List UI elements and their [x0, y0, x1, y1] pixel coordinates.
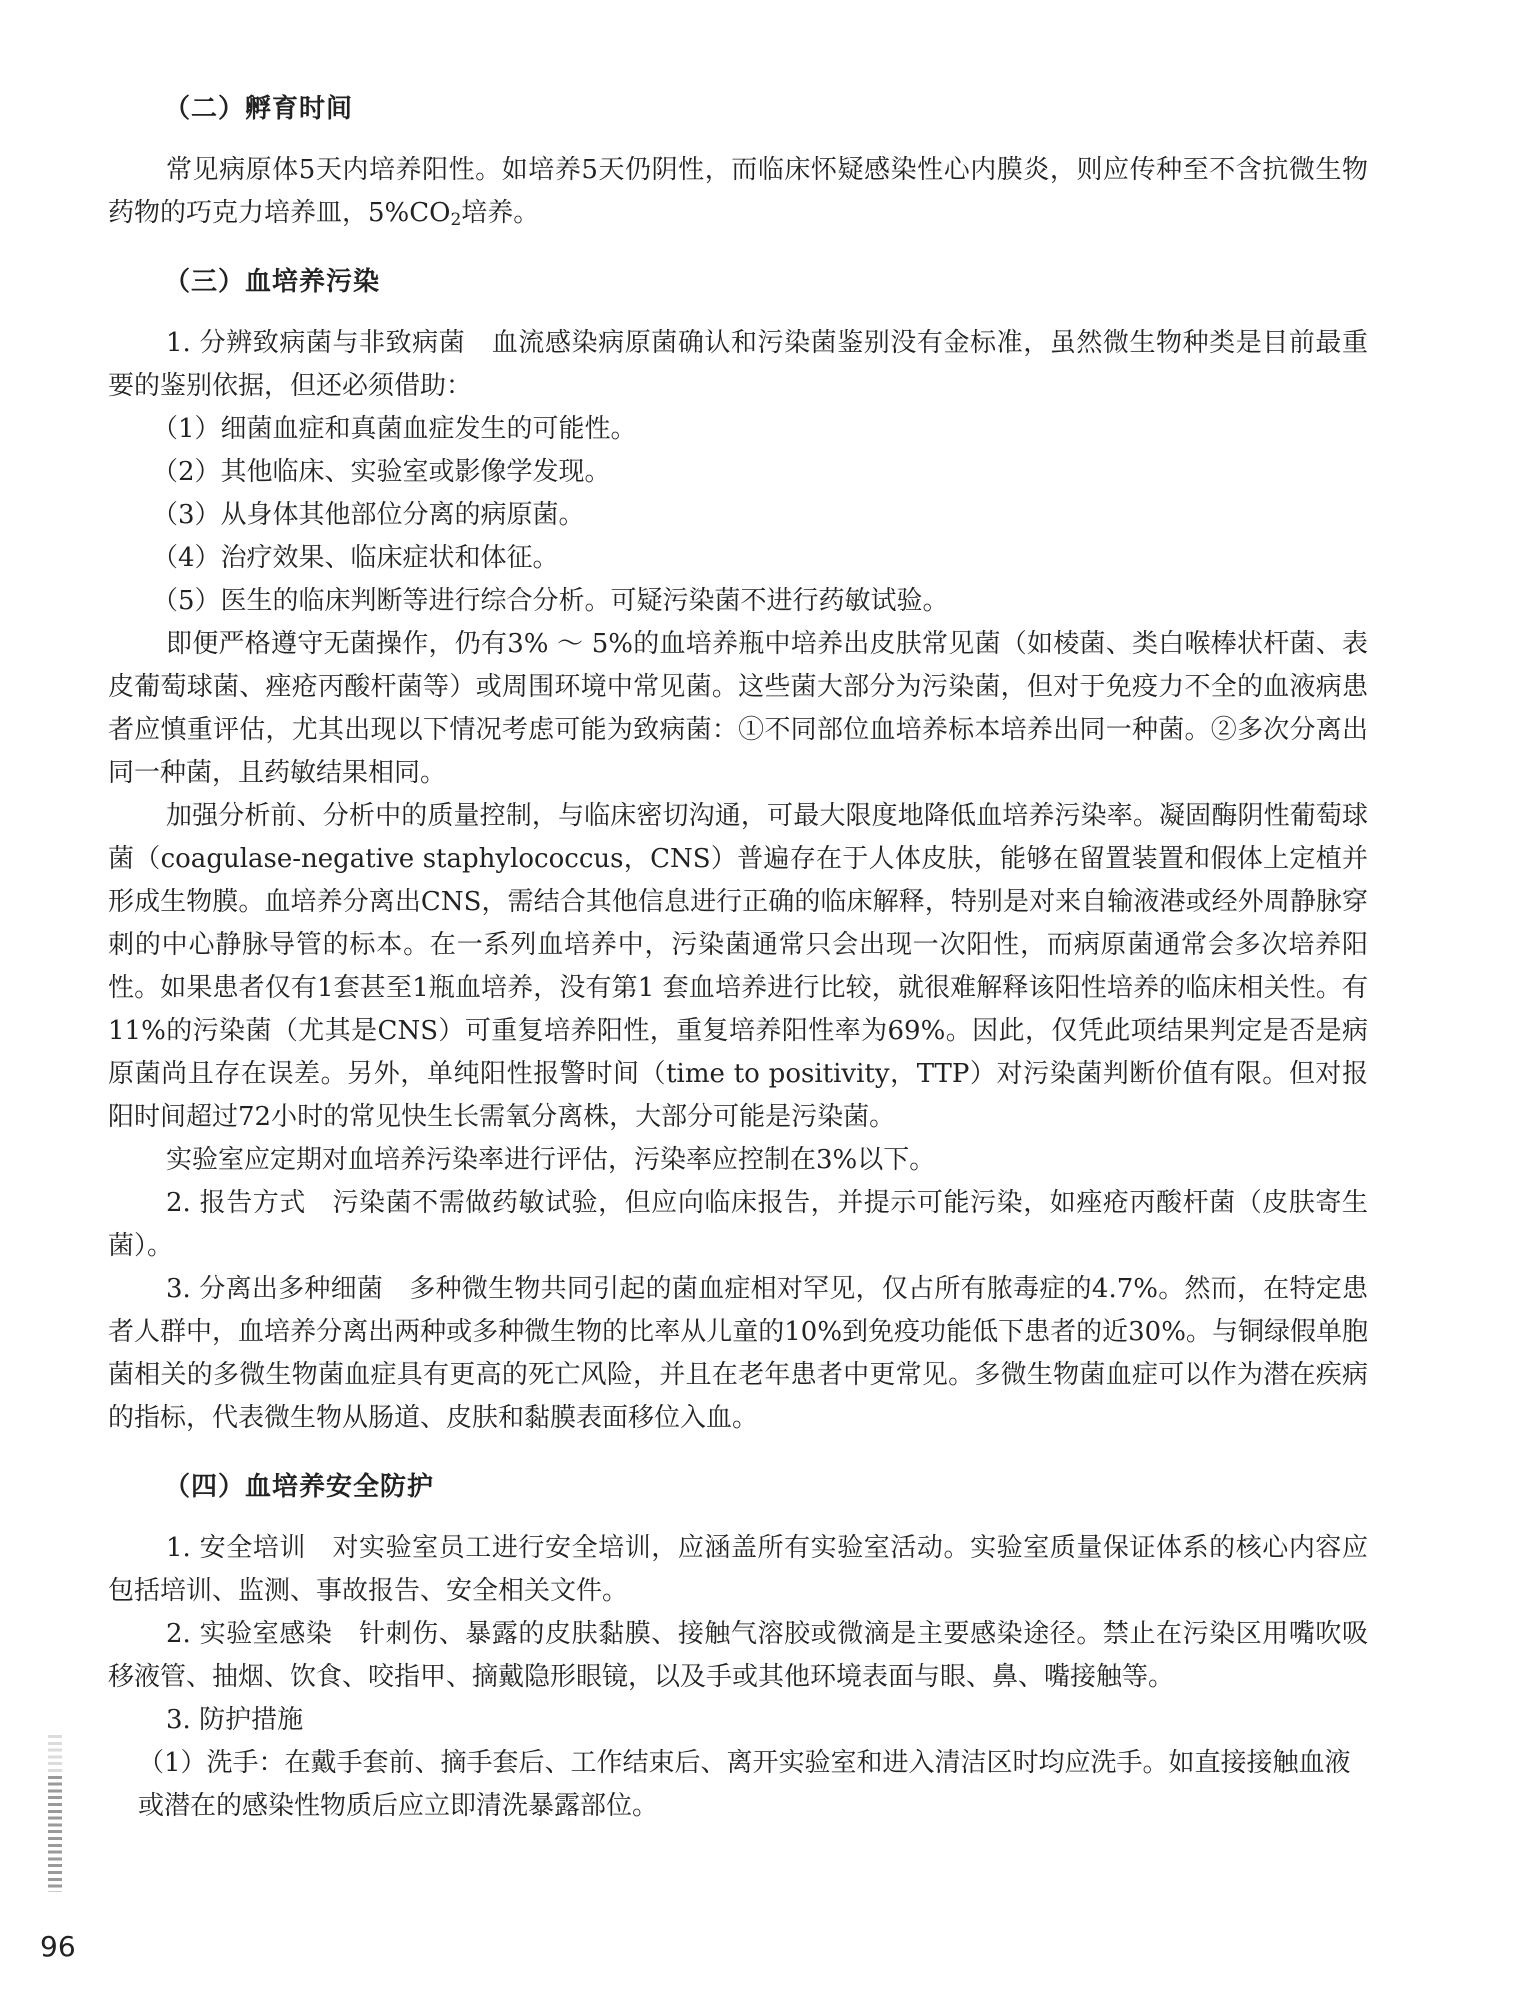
list-item: （5）医生的临床判断等进行综合分析。可疑污染菌不进行药敏试验。 — [152, 586, 949, 616]
paragraph: 1. 安全培训 对实验室员工进行安全培训，应涵盖所有实验室活动。实验室质量保证体系的核心内容应包括培训、监测、事故报告、安全相关文件。 — [108, 1533, 1368, 1606]
page-number: 96 — [40, 1930, 76, 1963]
paragraph: 3. 防护措施 — [166, 1705, 304, 1735]
paragraph-text: 常见病原体5天内培养阳性。如培养5天仍阴性，而临床怀疑感染性心内膜炎，则应传种至不含抗微生物药物的巧克力培养皿，5%CO — [108, 155, 1368, 228]
paragraph: 实验室应定期对血培养污染率进行评估，污染率应控制在3%以下。 — [166, 1145, 936, 1175]
paragraph-text-end: 培养。 — [461, 198, 540, 228]
list-item: （1）细菌血症和真菌血症发生的可能性。 — [152, 414, 637, 444]
section-title-contamination: （三）血培养污染 — [164, 267, 381, 297]
paragraph: 2. 实验室感染 针刺伤、暴露的皮肤黏膜、接触气溶胶或微滴是主要感染途径。禁止在污染区用嘴吹吸移液管、抽烟、饮食、咬指甲、摘戴隐形眼镜，以及手或其他环境表面与眼、鼻、嘴接触等。 — [108, 1619, 1368, 1692]
list-item: （4）治疗效果、临床症状和体征。 — [152, 543, 559, 573]
paragraph: 3. 分离出多种细菌 多种微生物共同引起的菌血症相对罕见，仅占所有脓毒症的4.7%。然而，在特定患者人群中，血培养分离出两种或多种微生物的比率从儿童的10%到免疫功能低下患者的近30%。与铜绿假单胞菌相关的多微生物菌血症具有更高的死亡风险，并且在老年患者中更常见。多微生物菌血症可以作为潜在疾病的指标，代表微生物从肠道、皮肤和黏膜表面移位入血。 — [108, 1274, 1368, 1433]
page-content — [108, 88, 1368, 1828]
section-title-safety: （四）血培养安全防护 — [164, 1472, 435, 1502]
list-item: （1）洗手：在戴手套前、摘手套后、工作结束后、离开实验室和进入清洁区时均应洗手。如直接接触血液或潜在的感染性物质后应立即清洗暴露部位。 — [138, 1748, 1351, 1821]
subscript: 2 — [450, 210, 462, 230]
paragraph: 2. 报告方式 污染菌不需做药敏试验，但应向临床报告，并提示可能污染，如痤疮丙酸杆菌（皮肤寄生菌）。 — [108, 1188, 1368, 1261]
paragraph: 加强分析前、分析中的质量控制，与临床密切沟通，可最大限度地降低血培养污染率。凝固酶阴性葡萄球菌（coagulase-negative staphylococcus，CNS）普遍存在于人体皮肤，能够在留置装置和假体上定植并形成生物膜。血培养分离出CNS，需结合其他信息进行正确的临床解释，特别是对来自输液港或经外周静脉穿刺的中心静脉导管的标本。在一系列血培养中，污染菌通常只会出现一次阳性，而病原菌通常会多次培养阳性。如果患者仅有1套甚至1瓶血培养，没有第1 套血培养进行比较，就很难解释该阳性培养的临床相关性。有11%的污染菌（尤其是CNS）可重复培养阳性，重复培养阳性率为69%。因此，仅凭此项结果判定是否是病原菌尚且存在误差。另外，单纯阳性报警时间（time to positivity，TTP）对污染菌判断价值有限。但对报阳时间超过72小时的常见快生长需氧分离株，大部分可能是污染菌。 — [108, 801, 1368, 1132]
paragraph — [108, 149, 1368, 235]
section-title-incubation-time: （二）孵育时间 — [164, 94, 354, 124]
list-item: （3）从身体其他部位分离的病原菌。 — [152, 500, 585, 530]
paragraph: 即便严格遵守无菌操作，仍有3% ～ 5%的血培养瓶中培养出皮肤常见菌（如棱菌、类白喉棒状杆菌、表皮葡萄球菌、痤疮丙酸杆菌等）或周围环境中常见菌。这些菌大部分为污染菌，但对于免疫力不全的血液病患者应慎重评估，尤其出现以下情况考虑可能为致病菌：①不同部位血培养标本培养出同一种菌。②多次分离出同一种菌，且药敏结果相同。 — [108, 629, 1368, 788]
list-item: （2）其他临床、实验室或影像学发现。 — [152, 457, 611, 487]
paragraph: 1. 分辨致病菌与非致病菌 血流感染病原菌确认和污染菌鉴别没有金标准，虽然微生物种类是目前最重要的鉴别依据，但还必须借助： — [108, 328, 1368, 401]
margin-decoration-faded — [48, 1735, 62, 1775]
